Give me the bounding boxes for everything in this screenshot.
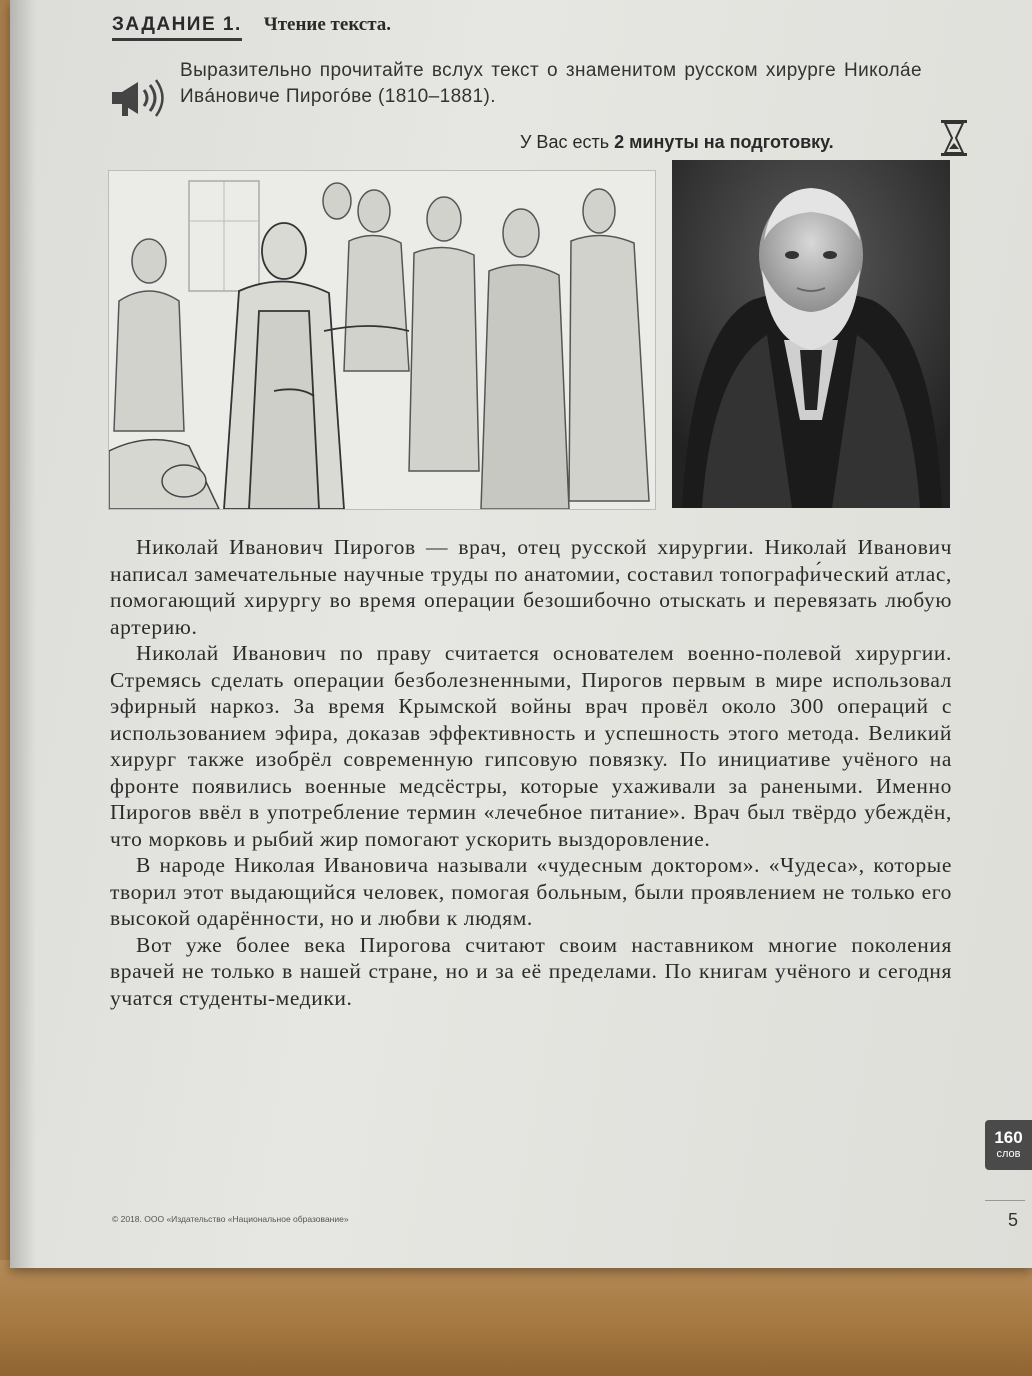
speaker-icon — [108, 76, 166, 120]
portrait-photo-pirogov — [672, 160, 950, 508]
preparation-time-note — [520, 132, 834, 153]
word-count-unit: слов — [996, 1148, 1021, 1160]
word-count-badge — [985, 1120, 1032, 1170]
page-number: 5 — [1008, 1210, 1019, 1230]
illustration-pirogov-with-students — [108, 170, 656, 510]
paragraph-3: В народе Николая Ивановича называли «чудесным доктором». «Чудеса», которые творил этот выдающийся человек, помогая больным, были проявлением не только его высокой одарённости, но и любви к людям. — [110, 853, 952, 930]
page-number-rule — [985, 1200, 1025, 1201]
prep-bold: 2 минуты на подготовку. — [614, 132, 834, 152]
copyright-note: © 2018. ООО «Издательство «Национальное образование» — [112, 1214, 349, 1224]
prep-prefix: У Вас есть — [520, 132, 610, 152]
paragraph-2: Николай Иванович по праву считается основателем военно-полевой хирургии. Стремясь сделать операции безболезненными, Пирогов первым в мире использовал эфирный наркоз. За время Крымской войны врач провёл около 300 операций с использованием эфира, доказав эффективность и успешность этого метода. Великий хирург также изобрёл современную гипсовую повязку. По инициативе учёного на фронте появились военные медсёстры, которые ухаживали за ранеными. Именно Пирогов ввёл в употребление термин «лечебное питание». Врач был твёрдо убеждён, что морковь и рыбий жир помогают ускорить выздоровление. — [110, 641, 952, 851]
hourglass-icon — [938, 118, 970, 158]
task-title: Чтение текста. — [263, 14, 392, 35]
task-number: ЗАДАНИЕ 1. — [112, 14, 242, 41]
paragraph-4: Вот уже более века Пирогова считают своим наставником многие поколения врачей не только в нашей стране, но и за её пределами. По книгам учёного и сегодня учатся студенты-медики. — [110, 932, 952, 1010]
wooden-table — [0, 1260, 1032, 1376]
task-header — [112, 14, 391, 41]
reading-text — [110, 534, 952, 1011]
task-instruction: Выразительно прочитайте вслух текст о знаменитом русском хирурге Николáе Ивáновиче Пирогóве (1810–1881). — [180, 60, 922, 107]
paragraph-1: Николай Иванович Пирогов — врач, отец русской хирургии. Николай Иванович написал замечательные научные труды по анатомии, составил топографи́ческий атлас, помогающий хирургу во время операции безошибочно отыскать и перевязать любую артерию. — [110, 535, 952, 639]
word-count-number: 160 — [994, 1128, 1023, 1147]
page-gutter-shadow — [10, 0, 36, 1268]
